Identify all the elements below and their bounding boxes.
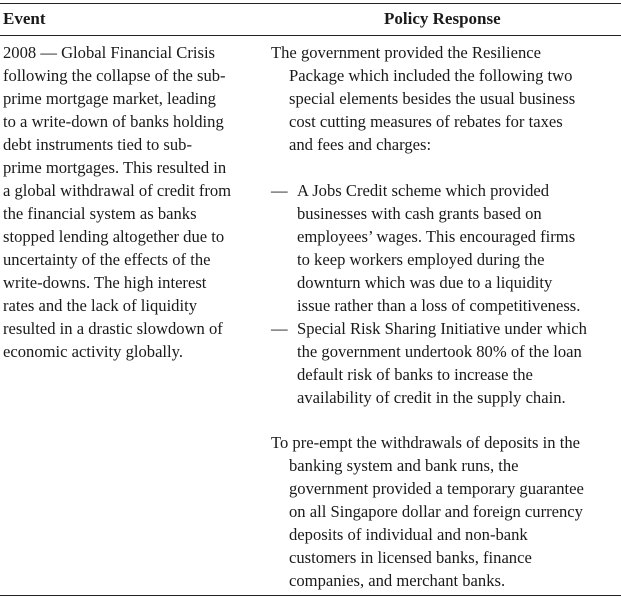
header-policy-response: Policy Response — [384, 9, 501, 28]
policy-closing-line: deposits of individual and non-bank — [289, 525, 528, 544]
event-line: uncertainty of the effects of the — [3, 250, 211, 269]
event-line: rates and the lack of liquidity — [3, 296, 197, 315]
event-line: following the collapse of the sub- — [3, 66, 226, 85]
bullet-line: Special Risk Sharing Initiative under which — [297, 319, 587, 338]
policy-closing-paragraph — [271, 431, 621, 592]
bullet-line: default risk of banks to increase the — [297, 365, 533, 384]
bullet-dash: — — [271, 319, 288, 338]
bullet-line: downturn which was due to a liquidity — [297, 273, 553, 292]
header-rule — [0, 35, 621, 36]
table-bottom-rule — [0, 595, 621, 596]
event-line: to a write-down of banks holding — [3, 112, 224, 131]
event-line: 2008 — Global Financial Crisis — [3, 43, 216, 62]
policy-intro-paragraph — [271, 41, 621, 156]
event-line: write-downs. The high interest — [3, 273, 207, 292]
event-line: stopped lending altogether due to — [3, 227, 225, 246]
policy-intro-line: and fees and charges: — [289, 135, 432, 154]
policy-intro-line: special elements besides the usual business — [289, 89, 576, 108]
event-cell — [3, 41, 263, 363]
event-line: resulted in a drastic slowdown of — [3, 319, 223, 338]
policy-closing-line: companies, and merchant banks. — [289, 571, 506, 590]
header-event: Event — [3, 9, 46, 28]
bullet-line: to keep workers employed during the — [297, 250, 545, 269]
table-top-rule — [0, 3, 621, 4]
event-line: the financial system as banks — [3, 204, 197, 223]
event-line: debt instruments tied to sub- — [3, 135, 192, 154]
event-line: prime mortgages. This resulted in — [3, 158, 227, 177]
bullet-line: availability of credit in the supply chain. — [297, 388, 566, 407]
policy-closing-line: banking system and bank runs, the — [289, 456, 519, 475]
event-line: prime mortgage market, leading — [3, 89, 216, 108]
bullet-line: A Jobs Credit scheme which provided — [297, 181, 550, 200]
policy-closing-line: government provided a temporary guarantee — [289, 479, 584, 498]
bullet-line: businesses with cash grants based on — [297, 204, 542, 223]
policy-intro-line: The government provided the Resilience — [271, 43, 542, 62]
policy-intro-line: Package which included the following two — [289, 66, 573, 85]
policy-closing-line: on all Singapore dollar and foreign currency — [289, 502, 583, 521]
policy-closing-line: customers in licensed banks, finance — [289, 548, 532, 567]
policy-intro-line: cost cutting measures of rebates for taxes — [289, 112, 563, 131]
bullet-line: issue rather than a loss of competitiveness. — [297, 296, 581, 315]
policy-closing-line: To pre-empt the withdrawals of deposits in the — [271, 433, 580, 452]
bullet-line: the government undertook 80% of the loan — [297, 342, 582, 361]
event-line: economic activity globally. — [3, 342, 184, 361]
event-line: a global withdrawal of credit from — [3, 181, 232, 200]
bullet-line: employees’ wages. This encouraged firms — [297, 227, 576, 246]
bullet-dash: — — [271, 181, 288, 200]
